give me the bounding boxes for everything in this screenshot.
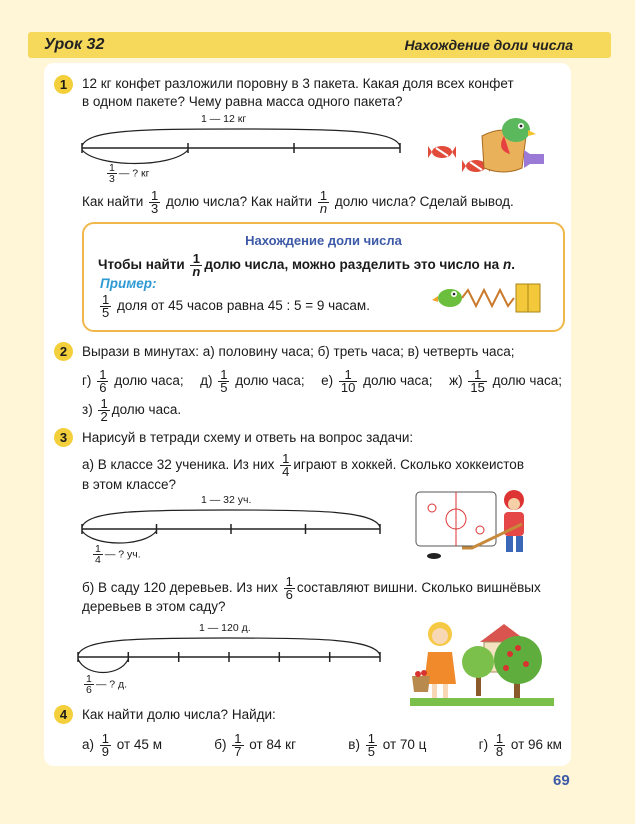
- task4-items: [82, 733, 562, 758]
- task4-item-b: б) $\frac{1}{7}$ от 84 кг: [214, 731, 297, 759]
- task3b-part-label: $\frac{1}{6}$ — ? д.: [86, 673, 128, 696]
- task3a-part-brace: [82, 531, 157, 543]
- example-text: $\frac{1}{5}$ доля от 45 часов равна 45 : 5 = 9 часам.: [102, 292, 370, 320]
- task1-segment-diagram: [78, 124, 408, 164]
- task1-segment-total-label: 1 — 12 кг: [201, 113, 247, 125]
- task4-item-d: г) $\frac{1}{8}$ от 96 км: [478, 731, 562, 759]
- task-number-3: 3: [54, 428, 73, 447]
- tree-icon: [494, 636, 542, 698]
- puck-icon: [427, 553, 441, 559]
- task1-line2: в одном пакете? Чему равна масса одного пакета?: [82, 94, 403, 109]
- hockey-illustration: [410, 486, 550, 562]
- rule-title: Нахождение доли числа: [245, 233, 402, 248]
- tree-icon: [462, 646, 494, 696]
- task3a-segment-total-label: 1 — 32 уч.: [201, 494, 252, 506]
- task3b-line2: деревьев в этом саду?: [82, 599, 226, 614]
- task3b-part-brace: [78, 659, 128, 673]
- task4-intro: Как найти долю числа? Найди:: [82, 707, 276, 722]
- task1-line1: 12 кг конфет разложили поровну в 3 пакета. Какая доля всех конфет: [82, 76, 514, 91]
- task3a-part-label: $\frac{1}{4}$ — ? уч.: [95, 543, 141, 566]
- candy-icon: [428, 146, 456, 158]
- zigzag-bird-illustration: [434, 276, 546, 316]
- task4-item-c: в) $\frac{1}{5}$ от 70 ц: [348, 731, 427, 759]
- box-icon: [516, 284, 540, 312]
- task1-question: Как найти $\frac{1}{3}$ долю числа? Как найти $\frac{1}{n}$ долю числа? Сделай вывод.: [82, 188, 514, 216]
- task2-line1: Вырази в минутах: а) половину часа; б) треть часа; в) четверть часа;: [82, 344, 515, 359]
- lesson-title: Урок 32: [44, 36, 105, 53]
- task1-part-label: $\frac{1}{3}$ — ? кг: [109, 162, 150, 185]
- task1-top-brace: [82, 129, 400, 146]
- task3b-segment-diagram: [74, 633, 384, 673]
- task-number-4: 4: [54, 705, 73, 724]
- candy-icon: [524, 150, 544, 168]
- bird-icon: [432, 289, 462, 307]
- grass-strip: [410, 698, 554, 706]
- task-number-2: 2: [54, 342, 73, 361]
- page-number: 69: [553, 772, 570, 789]
- task3b-segment-total-label: 1 — 120 д.: [199, 622, 251, 634]
- girl-icon: [424, 622, 456, 700]
- task1-part-brace: [82, 150, 188, 164]
- candy-bird-illustration: [424, 110, 549, 182]
- topic-title: Нахождение доли числа: [404, 37, 573, 53]
- task4-item-a: а) $\frac{1}{9}$ от 45 м: [82, 731, 162, 759]
- task3a-line1: а) В классе 32 ученика. Из них $\frac{1}{4}$ играют в хоккей. Сколько хоккеистов: [82, 451, 524, 479]
- example-label: Пример:: [100, 276, 157, 291]
- zigzag-icon: [462, 290, 514, 306]
- garden-illustration: [410, 612, 554, 706]
- task2-line2: г) $\frac{1}{6}$ долю часа; д) $\frac{1}{5}$ долю часа; е) $\frac{1}{10}$ долю часа; ж) $\frac{1}{15}$ долю часа;: [82, 367, 562, 395]
- rule-box: [82, 222, 565, 332]
- task3b-line1: б) В саду 120 деревьев. Из них $\frac{1}{6}$ составляют вишни. Сколько вишнёвых: [82, 574, 541, 602]
- task-number-1: 1: [54, 75, 73, 94]
- task3a-line2: в этом классе?: [82, 477, 177, 492]
- hockey-player-icon: [504, 490, 524, 552]
- task3-intro: Нарисуй в тетради схему и ответь на вопрос задачи:: [82, 430, 414, 445]
- rule-text: Чтобы найти $\frac{1}{n}$ долю числа, можно разделить это число на n.: [98, 251, 515, 279]
- task3a-segment-diagram: [78, 505, 388, 545]
- task2-line3: з) $\frac{1}{2}$ долю часа.: [82, 396, 182, 424]
- hockey-board-icon: [416, 492, 496, 546]
